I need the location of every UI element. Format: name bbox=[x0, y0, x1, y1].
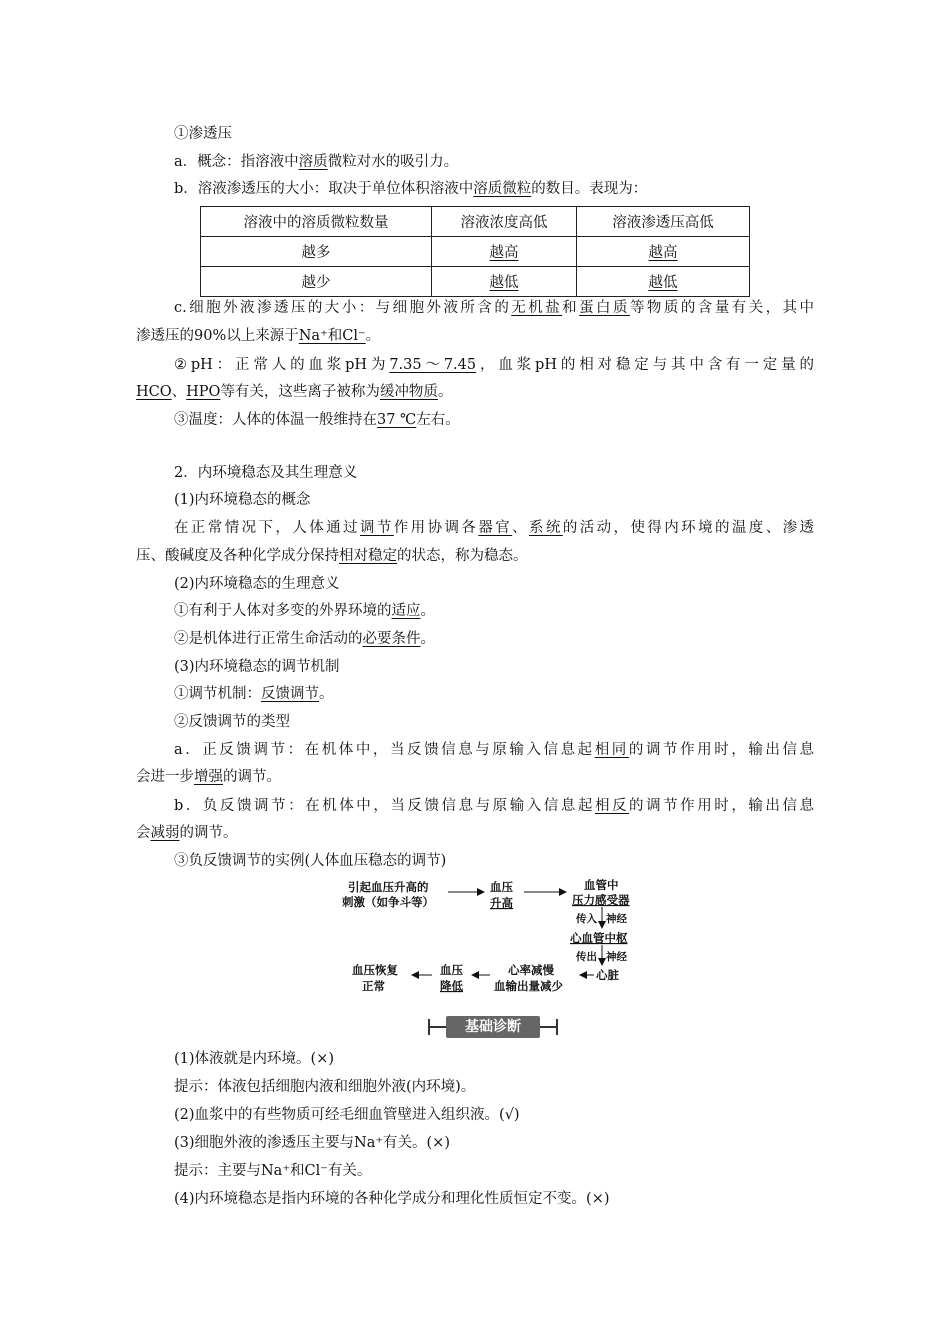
table-cell: 越高 bbox=[577, 237, 750, 267]
receptor-label-1: 血管中 bbox=[584, 878, 619, 892]
recover-label-1: 血压恢复 bbox=[352, 963, 398, 977]
diagnosis-item-1: (1)体液就是内环境。(×) bbox=[174, 1051, 335, 1067]
temperature-line: ③温度：人体的体温一般维持在37 ℃左右。 bbox=[174, 412, 460, 428]
mechanism-item-2: ②反馈调节的类型 bbox=[174, 714, 290, 730]
mechanism-title: (3)内环境稳态的调节机制 bbox=[174, 659, 340, 675]
banner-cap-right bbox=[552, 1019, 558, 1035]
table-header-row bbox=[201, 207, 750, 237]
table-header: 溶液渗透压高低 bbox=[577, 207, 750, 237]
diagnosis-item-3: (3)细胞外液的渗透压主要与Na⁺有关。(×) bbox=[174, 1135, 450, 1151]
diagnosis-hint-1: 提示：体液包括细胞内液和细胞外液(内环境)。 bbox=[174, 1079, 476, 1095]
osmotic-table bbox=[200, 206, 750, 297]
bp-down-label-2: 降低 bbox=[440, 979, 463, 993]
center-label: 心血管中枢 bbox=[570, 931, 628, 945]
extracellular-osmotic-line-1: c.细胞外液渗透压的大小：与细胞外液所含的无机盐和蛋白质等物质的含量有关，其中 bbox=[174, 300, 814, 316]
stimulus-label-2: 刺激（如争斗等） bbox=[342, 895, 434, 909]
positive-feedback-line-1: a．正反馈调节：在机体中，当反馈信息与原输入信息起相同的调节作用时，输出信息 bbox=[174, 742, 815, 758]
table-cell: 越低 bbox=[577, 267, 750, 297]
osmotic-pressure-title: ①渗透压 bbox=[174, 126, 232, 142]
mechanism-item-1: ①调节机制：反馈调节。 bbox=[174, 686, 334, 702]
nerve-label-1: 神经 bbox=[606, 913, 627, 925]
ph-line-1: ②pH：正常人的血浆pH为7.35～7.45，血浆pH的相对稳定与其中含有一定量的 bbox=[174, 357, 814, 373]
table-cell: 越高 bbox=[432, 237, 577, 267]
banner-label: 基础诊断 bbox=[446, 1016, 540, 1038]
table-row bbox=[201, 237, 750, 267]
table-row bbox=[201, 267, 750, 297]
significance-item-2: ②是机体进行正常生命活动的必要条件。 bbox=[174, 631, 435, 647]
homeostasis-concept-line-1: 在正常情况下，人体通过调节作用协调各器官、系统的活动，使得内环境的温度、渗透 bbox=[174, 520, 815, 536]
section-2-title: 2．内环境稳态及其生理意义 bbox=[174, 465, 358, 481]
table-cell: 越多 bbox=[201, 237, 432, 267]
table-header: 溶液中的溶质微粒数量 bbox=[201, 207, 432, 237]
negative-feedback-line-2: 会减弱的调节。 bbox=[136, 825, 238, 841]
heart-label: 心脏 bbox=[596, 968, 619, 982]
diagnosis-hint-3: 提示：主要与Na⁺和Cl⁻有关。 bbox=[174, 1163, 372, 1179]
extracellular-osmotic-line-2: 渗透压的90%以上来源于Na⁺和Cl⁻。 bbox=[136, 328, 381, 344]
efferent-label: 传出 bbox=[576, 951, 597, 963]
diagnosis-item-4: (4)内环境稳态是指内环境的各种化学成分和理化性质恒定不变。(×) bbox=[174, 1191, 610, 1207]
recover-label-2: 正常 bbox=[362, 979, 385, 993]
negative-feedback-line-1: b．负反馈调节：在机体中，当反馈信息与原输入信息起相反的调节作用时，输出信息 bbox=[174, 798, 815, 814]
size-line: b．溶液渗透压的大小：取决于单位体积溶液中溶质微粒的数目。表现为： bbox=[174, 181, 648, 197]
banner-cap-left bbox=[428, 1019, 434, 1035]
heart-rate-label-1: 心率减慢 bbox=[508, 963, 554, 977]
stimulus-label-1: 引起血压升高的 bbox=[348, 880, 429, 894]
significance-item-1: ①有利于人体对多变的外界环境的适应。 bbox=[174, 603, 435, 619]
nerve-label-2: 神经 bbox=[606, 951, 627, 963]
bp-up-label-2: 升高 bbox=[490, 896, 513, 910]
significance-title: (2)内环境稳态的生理意义 bbox=[174, 576, 340, 592]
bp-up-label-1: 血压 bbox=[490, 880, 513, 894]
ph-line-2: HCO、HPO等有关，这些离子被称为缓冲物质。 bbox=[136, 384, 453, 400]
section-banner bbox=[428, 1016, 558, 1038]
heart-rate-label-2: 血输出量减少 bbox=[494, 979, 563, 993]
receptor-label-2: 压力感受器 bbox=[572, 893, 630, 907]
diagnosis-item-2: (2)血浆中的有些物质可经毛细血管壁进入组织液。(√) bbox=[174, 1107, 520, 1123]
afferent-label: 传入 bbox=[576, 913, 597, 925]
table-cell: 越低 bbox=[432, 267, 577, 297]
table-header: 溶液浓度高低 bbox=[432, 207, 577, 237]
bp-down-label-1: 血压 bbox=[440, 963, 463, 977]
positive-feedback-line-2: 会进一步增强的调节。 bbox=[136, 769, 281, 785]
homeostasis-concept-line-2: 压、酸碱度及各种化学成分保持相对稳定的状态，称为稳态。 bbox=[136, 548, 528, 564]
blood-pressure-diagram bbox=[340, 876, 640, 1000]
table-cell: 越少 bbox=[201, 267, 432, 297]
homeostasis-concept-title: (1)内环境稳态的概念 bbox=[174, 492, 311, 508]
example-title: ③负反馈调节的实例(人体血压稳态的调节) bbox=[174, 853, 447, 869]
concept-line: a．概念：指溶液中溶质微粒对水的吸引力。 bbox=[174, 154, 459, 170]
